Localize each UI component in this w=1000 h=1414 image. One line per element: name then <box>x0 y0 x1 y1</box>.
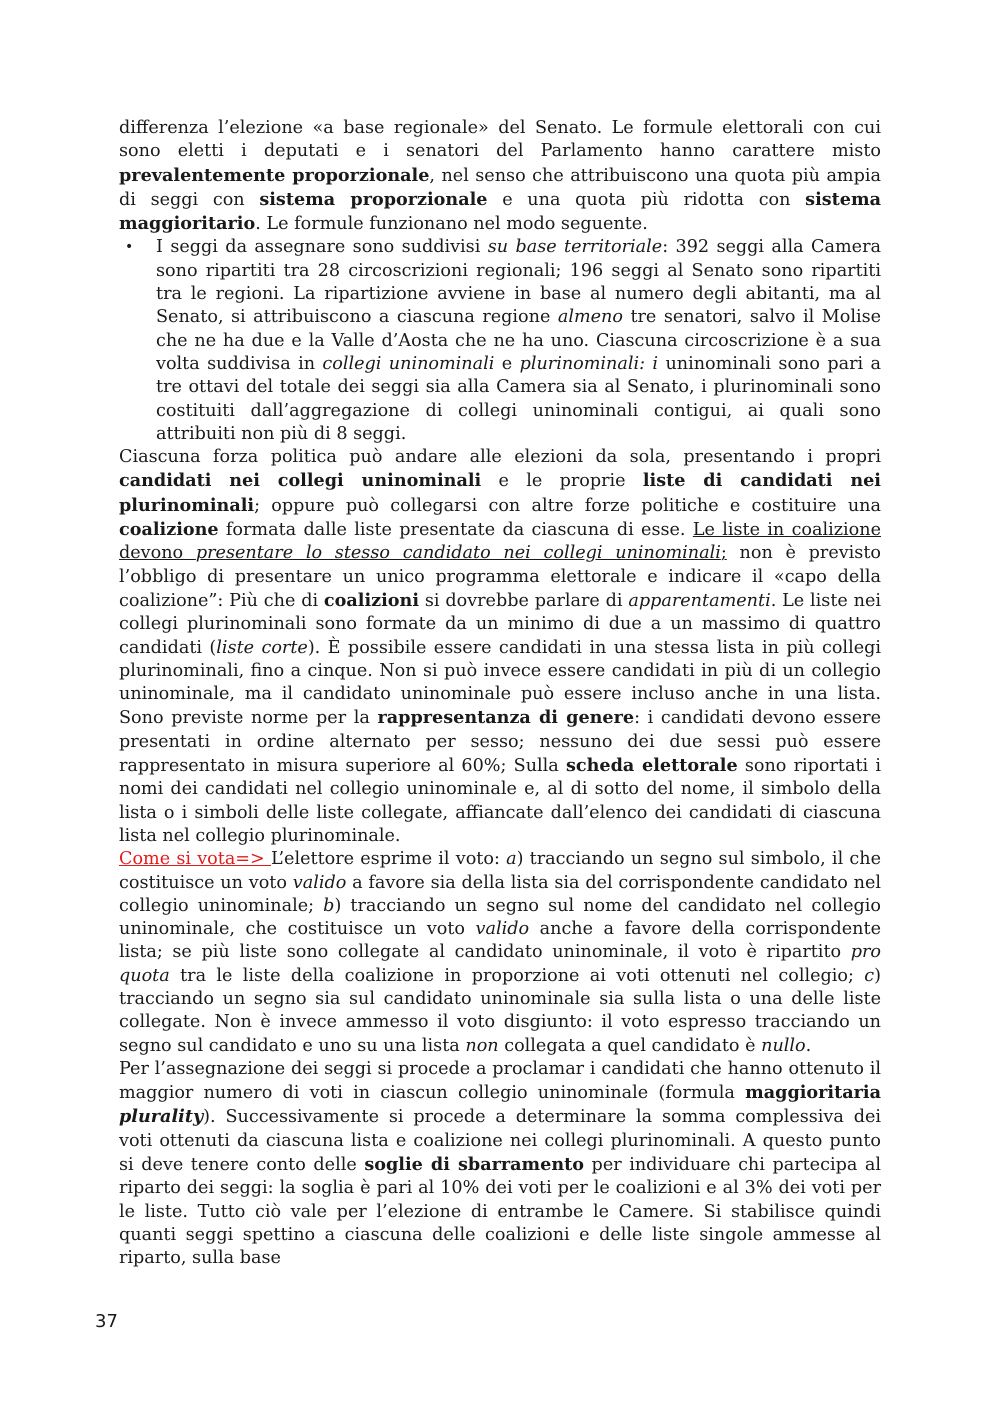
paragraph-come-si-vota <box>119 848 881 1058</box>
italic-term: plurinominali: i <box>519 353 659 374</box>
paragraph-assegnazione-seggi <box>119 1058 881 1271</box>
bold-term: candidati nei collegi uninominali <box>119 470 482 492</box>
italic-term: pro quota <box>119 942 881 986</box>
italic-term: collegi uninominali <box>322 353 495 374</box>
text-span: . Le formule funzionano nel modo seguente. <box>255 214 648 235</box>
text-span: . Le liste nei collegi plurinominali sono formate da un minimo di due a un massimo di quattro candidati ( <box>119 590 881 658</box>
text-span: ). È possibile essere candidati in una stessa lista in più collegi plurinominali, fino a cinque. Non si può invece essere candidati in più di un collegio uninominale, ma il candidato uninominale può essere incluso anche in una lista. Sono previste norme per la <box>119 637 881 729</box>
italic-term: valido <box>475 919 530 940</box>
bold-term: coalizione <box>119 519 219 541</box>
italic-term: a <box>506 849 517 870</box>
text-span: anche a favore della corrispondente lista; se più liste sono collegate al candidato uninominale, il voto è ripartito <box>119 919 881 963</box>
text-span: non è previsto l’obbligo di presentare un unico programma elettorale e indicare il «capo della coalizione”: Più che di <box>119 543 881 611</box>
italic-term: nullo <box>761 1035 806 1056</box>
text-span: ). Successivamente si procede a determinare la somma complessiva dei voti ottenuti da ciascuna lista e coalizione nei collegi plurinominali. A questo punto si deve tenere conto delle <box>119 1107 881 1176</box>
italic-term: su base territoriale <box>487 237 663 258</box>
paragraph-formule-elettorali <box>119 117 881 236</box>
text-span: : i candidati devono essere presentati in ordine alternato per sesso; nessuno dei due sessi può essere rappresentato in misura superiore al 60%; Sulla <box>119 708 881 777</box>
italic-term: b <box>323 895 335 916</box>
italic-term: valido <box>292 872 347 893</box>
text-span: uninominali sono pari a tre ottavi del totale dei seggi sia alla Camera sia al Senato, i plurinominali sono costituiti dall’aggregazione di collegi uninominali contigui, ai quali sono attribuiti non più di 8 seggi. <box>156 353 881 444</box>
text-span: ) tracciando un segno sul nome del candidato nel collegio uninominale, che costituisce un voto <box>119 895 881 940</box>
bullet-list <box>119 236 881 446</box>
paragraph-coalizioni <box>119 446 881 848</box>
bold-term: liste di candidati nei plurinominali <box>119 470 881 516</box>
italic-term: non <box>465 1035 499 1056</box>
bold-term: maggioritaria <box>745 1082 881 1104</box>
text-span: differenza l’elezione «a base regionale» del Senato. Le formule elettorali con cui sono eletti i deputati e i senatori del Parlamento hanno carattere misto <box>119 118 881 162</box>
text-span: formata dalle liste presentate da ciascuna di esse. <box>218 520 693 541</box>
text-span: si dovrebbe parlare di <box>419 590 629 611</box>
italic-term: almeno <box>557 307 623 328</box>
bold-term: sistema proporzionale <box>259 188 488 210</box>
text-span: e <box>494 353 520 374</box>
come-si-vota-link[interactable]: Come si vota=> <box>119 849 271 870</box>
text-span: a favore sia della lista sia del corrispondente candidato nel collegio uninominale; <box>119 872 881 916</box>
bold-term: soglie di sbarramento <box>364 1154 584 1176</box>
page-body <box>119 117 881 1271</box>
bold-term: coalizioni <box>323 589 420 611</box>
page-number: 37 <box>95 1311 118 1332</box>
text-span: , nel senso che attribuiscono una quota più ampia di seggi con <box>119 165 881 210</box>
text-span: collegata a quel candidato è <box>498 1035 762 1056</box>
bold-term: sistema maggioritario <box>119 188 882 235</box>
text-span: Per l’assegnazione dei seggi si procede a proclamar i candidati che hanno ottenuto il maggior numero di voti in ciascun collegio uninominale (formula <box>119 1058 881 1104</box>
text-span: . <box>805 1035 812 1056</box>
text-span: I seggi da assegnare sono suddivisi <box>156 237 488 258</box>
underlined-italic-text: presentare lo stesso candidato nei collegi uninominali <box>195 543 721 564</box>
underlined-text: ; <box>720 543 727 564</box>
text-span: Ciascuna forza politica può andare alle elezioni da sola, presentando i propri <box>119 447 881 468</box>
text-span: ; oppure può collegarsi con altre forze politiche e costituire una <box>254 495 881 516</box>
italic-term: liste corte <box>216 637 308 658</box>
bold-term: prevalentemente proporzionale <box>119 164 430 186</box>
text-span: L’elettore esprime il voto: <box>271 849 507 870</box>
text-span: sono riportati i nomi dei candidati nel collegio uninominale e, al di sotto del nome, il simbolo della lista o i simboli delle liste collegate, affiancate dall’elenco dei candidati di ciascuna lista nel collegio plurinominale. <box>119 756 881 846</box>
bold-term: scheda elettorale <box>565 755 738 777</box>
text-span: tra le liste della coalizione in proporzione ai voti ottenuti nel collegio; <box>169 965 865 986</box>
text-span: tre senatori, salvo il Molise che ne ha due e la Valle d’Aosta che ne ha uno. Ciascuna circoscrizione è a sua volta suddivisa in <box>156 307 882 374</box>
italic-term: c <box>864 965 875 986</box>
bold-italic-term: plurality <box>119 1106 204 1128</box>
text-span: ) tracciando un segno sul simbolo, il che costituisce un voto <box>119 849 881 893</box>
bullet-marker: • <box>125 239 134 256</box>
text-span: per individuare chi partecipa al riparto dei seggi: la soglia è pari al 10% dei voti per le coalizioni e al 3% dei voti per le liste. Tutto ciò vale per l’elezione di entrambe le Camere. Si stabilisce quindi quanti seggi spettino a ciascuna delle coalizioni e delle liste singole ammesse al riparto, sulla base <box>119 1155 882 1269</box>
text-span: e una quota più ridotta con <box>487 189 806 210</box>
text-span: e le proprie <box>481 471 643 492</box>
italic-term: apparentamenti <box>628 590 771 611</box>
text-span: ) tracciando un segno sia sul candidato uninominale sia sulla lista o una delle liste collegate. Non è invece ammesso il voto disgiunto: il voto espresso tracciando un segno sul candidato e uno su una lista <box>119 965 881 1056</box>
bold-term: rappresentanza di genere <box>377 707 635 729</box>
text-span: : 392 seggi alla Camera sono ripartiti tra 28 circoscrizioni regionali; 196 seggi al Senato sono ripartiti tra le regioni. La ripartizione avviene in base al numero degli abitanti, ma al Senato, si attribuiscono a ciascuna regione <box>156 237 881 328</box>
underlined-text: Le liste in coalizione devono <box>119 520 881 564</box>
bullet-item-seggi <box>119 236 881 446</box>
